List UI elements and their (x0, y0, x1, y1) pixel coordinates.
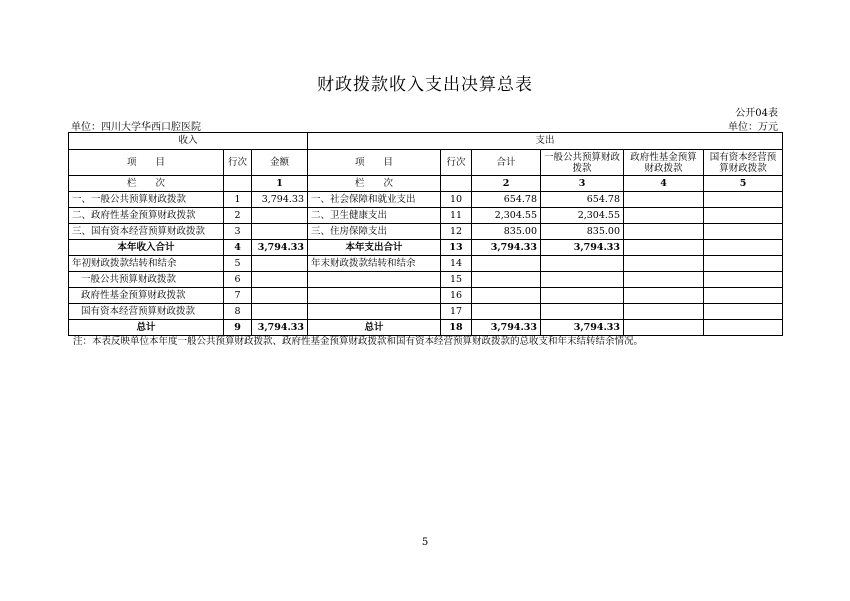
expenditure-total (472, 256, 541, 272)
income-amount (252, 256, 308, 272)
section-header-row (69, 133, 783, 150)
col-header-amount: 金额 (252, 150, 308, 176)
col-number-2: 2 (472, 176, 541, 192)
expenditure-item: 年末财政拨款结转和结余 (308, 256, 441, 272)
col-number-3: 3 (541, 176, 624, 192)
col-number-5: 5 (704, 176, 783, 192)
expenditure-line-no: 11 (441, 208, 472, 224)
expenditure-general-budget: 654.78 (541, 192, 624, 208)
col-header-line-no2: 行次 (441, 150, 472, 176)
expenditure-general-budget: 2,304.55 (541, 208, 624, 224)
expenditure-header: 支出 (308, 133, 783, 150)
expenditure-total (472, 304, 541, 320)
expenditure-line-no: 13 (441, 240, 472, 256)
expenditure-item: 总计 (308, 320, 441, 336)
income-item: 三、国有资本经营预算财政拨款 (69, 224, 224, 240)
expenditure-general-budget: 835.00 (541, 224, 624, 240)
income-line-no: 5 (224, 256, 252, 272)
income-line-no: 3 (224, 224, 252, 240)
expenditure-line-no: 10 (441, 192, 472, 208)
income-item: 一、一般公共预算财政拨款 (69, 192, 224, 208)
expenditure-item: 三、住房保障支出 (308, 224, 441, 240)
income-amount (252, 208, 308, 224)
currency-unit: 单位：万元 (728, 122, 778, 133)
expenditure-item (308, 288, 441, 304)
income-item: 总计 (69, 320, 224, 336)
page-title: 财政拨款收入支出决算总表 (317, 75, 533, 95)
expenditure-item: 二、卫生健康支出 (308, 208, 441, 224)
income-line-no: 1 (224, 192, 252, 208)
income-item: 二、政府性基金预算财政拨款 (69, 208, 224, 224)
expenditure-general-budget (541, 288, 624, 304)
income-item: 本年收入合计 (69, 240, 224, 256)
expenditure-total (472, 288, 541, 304)
col-header-item2: 项 目 (308, 150, 441, 176)
col-header-item: 项 目 (69, 150, 224, 176)
col-number-4: 4 (624, 176, 704, 192)
expenditure-state-capital (704, 208, 783, 224)
budget-table (68, 132, 783, 336)
expenditure-line-no: 16 (441, 288, 472, 304)
expenditure-general-budget: 3,794.33 (541, 240, 624, 256)
expenditure-gov-fund (624, 288, 704, 304)
table-row (69, 256, 783, 272)
income-line-no: 9 (224, 320, 252, 336)
expenditure-line-no: 15 (441, 272, 472, 288)
expenditure-gov-fund (624, 240, 704, 256)
expenditure-line-no: 18 (441, 320, 472, 336)
income-line-no: 8 (224, 304, 252, 320)
income-amount: 3,794.33 (252, 320, 308, 336)
income-item: 政府性基金预算财政拨款 (69, 288, 224, 304)
table-note: 注：本表反映单位本年度一般公共预算财政拨款、政府性基金预算财政拨款和国有资本经营预算财政拨款的总收支和年末结转结余情况。 (73, 336, 644, 347)
expenditure-total: 654.78 (472, 192, 541, 208)
expenditure-gov-fund (624, 224, 704, 240)
expenditure-item: 本年支出合计 (308, 240, 441, 256)
expenditure-general-budget: 3,794.33 (541, 320, 624, 336)
expenditure-total: 2,304.55 (472, 208, 541, 224)
expenditure-line-no: 12 (441, 224, 472, 240)
col-header-total: 合计 (472, 150, 541, 176)
income-line-no: 4 (224, 240, 252, 256)
expenditure-state-capital (704, 240, 783, 256)
income-amount (252, 304, 308, 320)
expenditure-gov-fund (624, 192, 704, 208)
expenditure-gov-fund (624, 208, 704, 224)
expenditure-state-capital (704, 288, 783, 304)
expenditure-total: 3,794.33 (472, 240, 541, 256)
col-number-blank2 (441, 176, 472, 192)
expenditure-item (308, 304, 441, 320)
expenditure-general-budget (541, 272, 624, 288)
income-amount (252, 224, 308, 240)
expenditure-item (308, 272, 441, 288)
expenditure-state-capital (704, 256, 783, 272)
col-header-general-budget: 一般公共预算财政拨款 (541, 150, 624, 176)
income-line-no: 2 (224, 208, 252, 224)
expenditure-gov-fund (624, 272, 704, 288)
table-row (69, 192, 783, 208)
income-amount: 3,794.33 (252, 240, 308, 256)
column-header-row (69, 150, 783, 176)
expenditure-gov-fund (624, 256, 704, 272)
income-item: 一般公共预算财政拨款 (69, 272, 224, 288)
col-number-1: 1 (252, 176, 308, 192)
unit-name: 单位：四川大学华西口腔医院 (71, 122, 201, 133)
income-item: 国有资本经营预算财政拨款 (69, 304, 224, 320)
expenditure-state-capital (704, 224, 783, 240)
income-line-no: 6 (224, 272, 252, 288)
col-header-gov-fund: 政府性基金预算财政拨款 (624, 150, 704, 176)
col-number-label2: 栏 次 (308, 176, 441, 192)
expenditure-item: 一、社会保障和就业支出 (308, 192, 441, 208)
expenditure-total (472, 272, 541, 288)
col-header-line-no: 行次 (224, 150, 252, 176)
table-row (69, 304, 783, 320)
expenditure-line-no: 17 (441, 304, 472, 320)
expenditure-total: 835.00 (472, 224, 541, 240)
income-amount (252, 272, 308, 288)
expenditure-state-capital (704, 272, 783, 288)
column-number-row (69, 176, 783, 192)
expenditure-gov-fund (624, 304, 704, 320)
col-number-blank (224, 176, 252, 192)
expenditure-line-no: 14 (441, 256, 472, 272)
form-number: 公开04表 (735, 108, 778, 119)
subtotal-row (69, 240, 783, 256)
income-header: 收入 (69, 133, 308, 150)
expenditure-state-capital (704, 304, 783, 320)
page-number: 5 (421, 537, 429, 548)
income-item: 年初财政拨款结转和结余 (69, 256, 224, 272)
table-row (69, 208, 783, 224)
income-line-no: 7 (224, 288, 252, 304)
income-amount (252, 288, 308, 304)
expenditure-total: 3,794.33 (472, 320, 541, 336)
table-row (69, 224, 783, 240)
col-header-state-capital: 国有资本经营预算财政拨款 (704, 150, 783, 176)
expenditure-general-budget (541, 304, 624, 320)
table-row (69, 272, 783, 288)
table-row (69, 288, 783, 304)
expenditure-state-capital (704, 320, 783, 336)
expenditure-general-budget (541, 256, 624, 272)
expenditure-state-capital (704, 192, 783, 208)
col-number-label: 栏 次 (69, 176, 224, 192)
income-amount: 3,794.33 (252, 192, 308, 208)
